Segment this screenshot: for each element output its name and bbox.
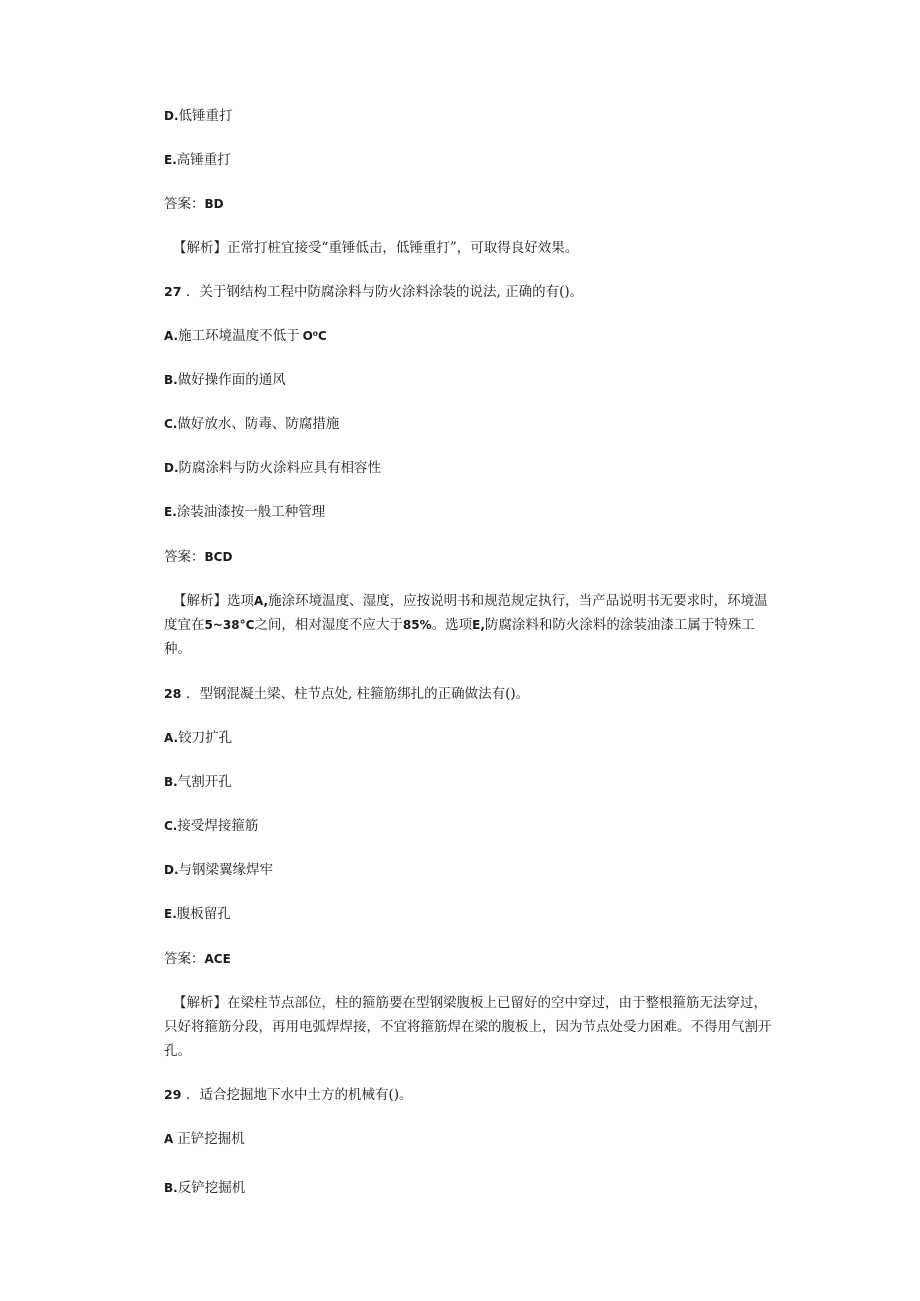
question-number: 28 [164,686,182,701]
option-b [164,1178,245,1198]
option-letter: B. [164,1181,178,1195]
option-letter: C. [164,417,178,431]
answer-line [164,547,232,567]
question-28 [164,684,529,704]
option-text: 防腐涂料与防火涂料应具有相容性 [178,460,382,476]
temperature-value: O⁰C [302,329,327,343]
explanation-text: 防腐涂料和防火涂料的涂装油漆工属于特殊工种。 [164,617,755,657]
option-b [164,370,286,390]
option-text: 涂装油漆按一般工种管理 [176,504,326,520]
option-letter: A [164,1132,174,1146]
option-a [164,326,327,346]
option-text: 做好放水、防毒、防腐措施 [177,416,340,432]
explanation-bold: A, [254,594,269,608]
option-d [164,106,233,126]
option-text: 腹板留孔 [176,906,231,922]
option-text: 铰刀扩孔 [178,730,233,746]
explanation-text: 【解析】在梁柱节点部位，柱的箍筋要在型钢梁腹板上已留好的空中穿过，由于整根箍筋无法穿过，只好将箍筋分段，再用电弧焊焊接，不宜将箍筋焊在梁的腹板上，因为节点处受力困难。不得用气割开孔。 [164,995,772,1059]
explanation-bold: 85% [402,618,432,632]
answer-value: BD [204,197,224,211]
option-letter: E. [164,153,177,167]
option-b [164,772,232,792]
option-text: 高锤重打 [176,152,231,168]
explanation-bold: 5~38°C [204,618,255,632]
option-text: 低锤重打 [178,108,233,124]
answer-line [164,949,231,969]
explanation-text: 【解析】选项 [173,593,254,609]
question-text: ．型钢混凝土梁、柱节点处, 柱箍筋绑扎的正确做法有()。 [186,686,530,702]
option-letter: D. [164,461,179,475]
option-e [164,502,325,522]
option-text: 正铲挖掘机 [177,1131,245,1147]
option-letter: B. [164,373,178,387]
answer-value: ACE [204,952,231,966]
explanation-bold: E, [472,618,485,632]
option-text: 接受焊接箍筋 [177,818,259,834]
option-letter: C. [164,819,178,833]
option-letter: A. [164,329,179,343]
question-number: 27 [164,284,182,299]
explanation-text: 。选项 [431,617,473,633]
option-letter: D. [164,109,179,123]
explanation-text: 【解析】正常打桩宜接受“重锤低击，低锤重打”，可取得良好效果。 [173,240,579,256]
option-a [164,1129,245,1149]
option-letter: E. [164,505,177,519]
question-27 [164,282,583,302]
explanation [164,589,776,661]
option-text: 与钢梁翼缘焊牢 [178,862,274,878]
question-text: ．关于钢结构工程中防腐涂料与防火涂料涂装的说法, 正确的有()。 [186,284,584,300]
option-a [164,728,232,748]
option-c [164,414,339,434]
option-e [164,904,231,924]
option-letter: E. [164,907,177,921]
question-number: 29 [164,1087,182,1102]
answer-label: 答案： [164,549,205,565]
option-d [164,860,273,880]
option-text: 做好操作面的通风 [177,372,286,388]
option-text: 施工环境温度不低于 [178,328,300,344]
option-text: 反铲挖掘机 [177,1180,246,1196]
option-letter: A. [164,731,179,745]
option-text: 气割开孔 [177,774,232,790]
explanation-text: 施涂环境温度、湿度，应按说明书和规范规定执行，当产品说明书无要求时，环境温度宜在 [164,593,768,633]
option-e [164,150,231,170]
explanation-text: 之间，相对湿度不应大于 [254,617,403,633]
answer-label: 答案： [164,951,205,967]
answer-line [164,194,224,214]
explanation [164,991,776,1063]
answer-value: BCD [204,550,233,564]
question-text: ．适合挖掘地下水中土方的机械有()。 [186,1087,413,1103]
option-d [164,458,381,478]
explanation [173,238,578,258]
option-letter: B. [164,775,178,789]
option-letter: D. [164,863,179,877]
answer-label: 答案： [164,196,205,212]
question-29 [164,1085,413,1105]
option-c [164,816,258,836]
